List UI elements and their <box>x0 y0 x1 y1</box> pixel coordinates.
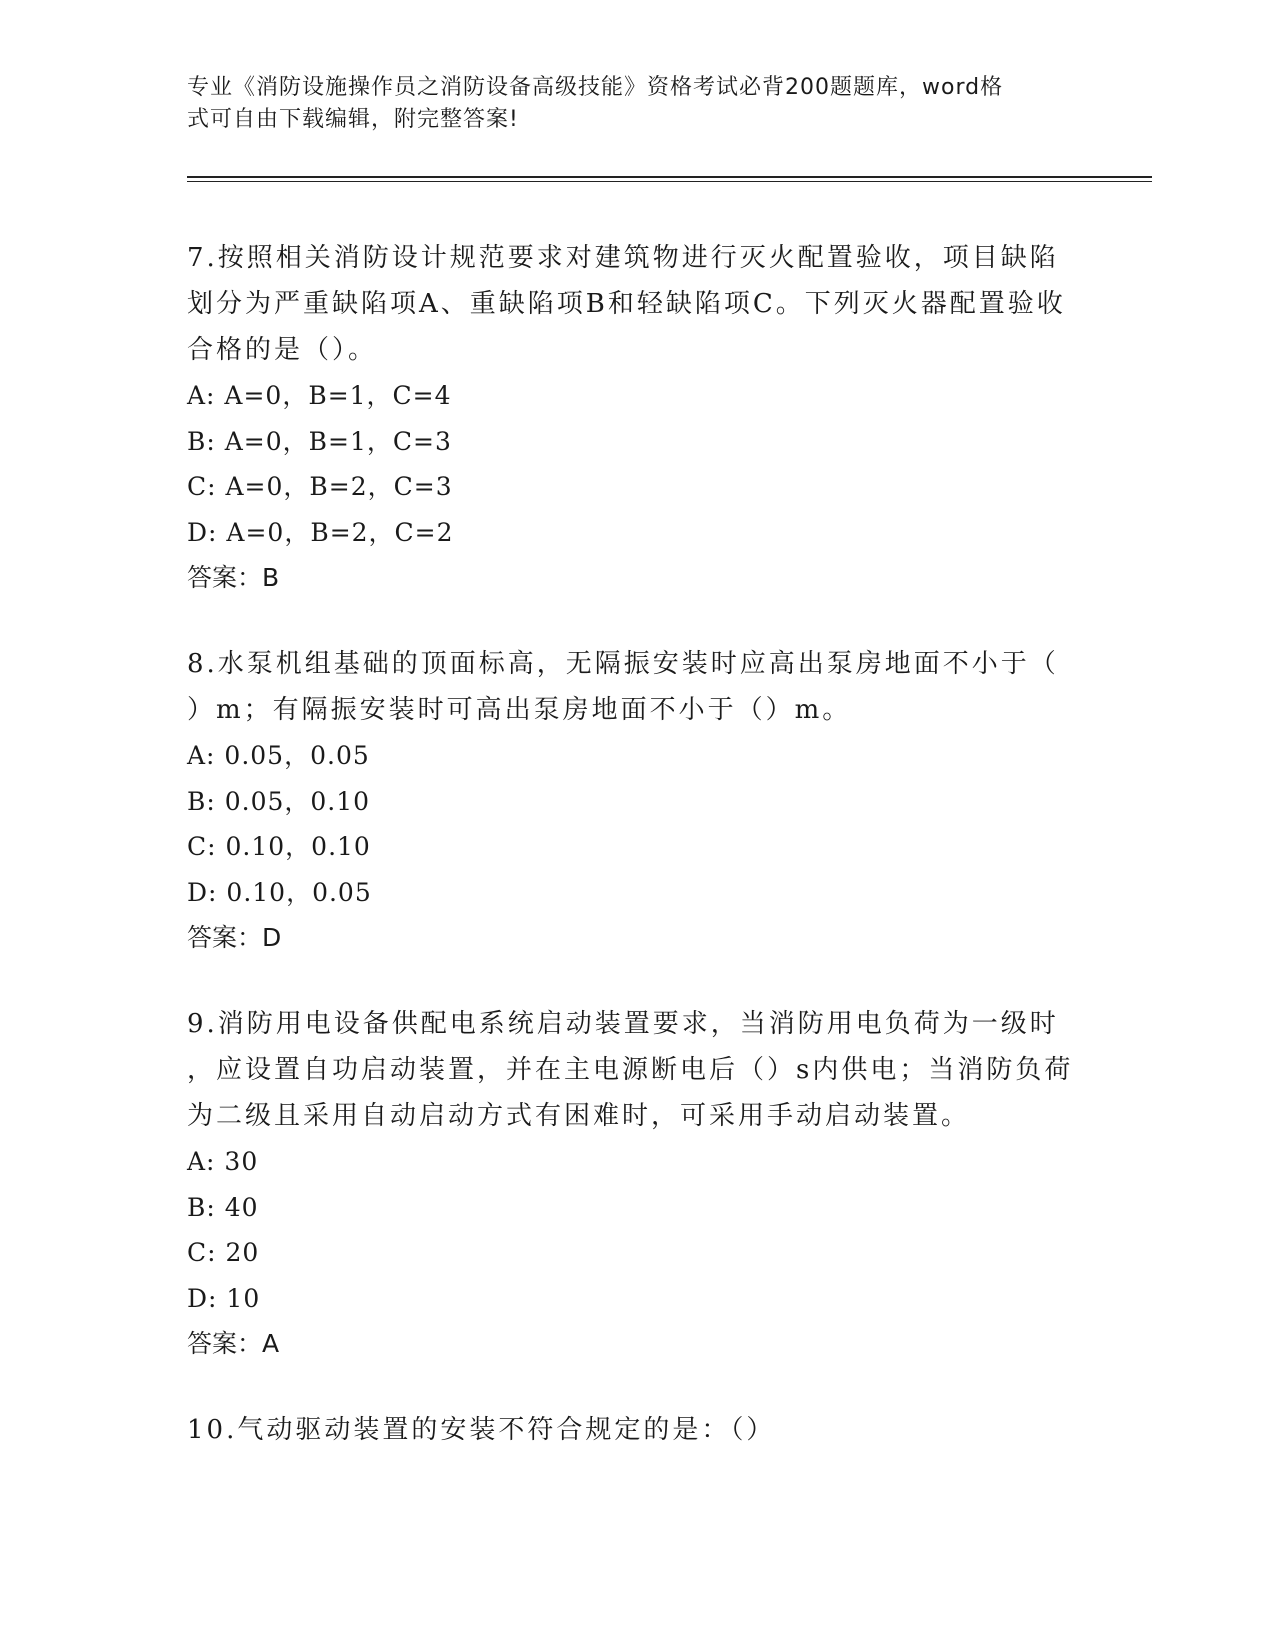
question-9-line-2: ，应设置自功启动装置，并在主电源断电后（）s内供电；当消防负荷 <box>187 1055 1074 1085</box>
header-line-1: 专业《消防设施操作员之消防设备高级技能》资格考试必背200题题库，word格 <box>187 75 1004 100</box>
question-8-option-c: C: 0.10，0.10 <box>187 832 371 861</box>
question-9-option-b: B: 40 <box>187 1192 259 1222</box>
question-9-option-a: A: 30 <box>187 1147 259 1176</box>
question-9 <box>187 1001 1087 1367</box>
question-8-option-a: A: 0.05，0.05 <box>187 741 370 770</box>
question-8 <box>187 641 1087 961</box>
question-7-option-c: C: A=0，B=2，C=3 <box>187 472 453 501</box>
document-header <box>187 72 1087 136</box>
question-9-line-3: 为二级且采用自动启动方式有困难时，可采用手动启动装置。 <box>187 1101 971 1131</box>
header-rule-thick <box>187 176 1152 178</box>
question-9-answer: 答案：A <box>187 1329 280 1358</box>
question-7-line-1: 7.按照相关消防设计规范要求对建筑物进行灭火配置验收，项目缺陷 <box>187 243 1059 273</box>
question-list <box>187 235 1087 1493</box>
question-10 <box>187 1407 1087 1453</box>
question-7-option-b: B: A=0，B=1，C=3 <box>187 426 452 456</box>
question-9-option-c: C: 20 <box>187 1238 260 1267</box>
question-9-option-d: D: 10 <box>187 1283 261 1313</box>
question-7-line-3: 合格的是（）。 <box>187 335 378 365</box>
question-7 <box>187 235 1087 601</box>
question-8-answer: 答案：D <box>187 923 282 952</box>
question-10-line-1: 10.气动驱动装置的安装不符合规定的是：（） <box>187 1415 776 1445</box>
question-8-line-1: 8.水泵机组基础的顶面标高，无隔振安装时应高出泵房地面不小于（ <box>187 649 1059 679</box>
question-7-answer: 答案：B <box>187 563 280 592</box>
header-rule-thin <box>187 181 1152 182</box>
question-7-option-a: A: A=0，B=1，C=4 <box>187 381 452 410</box>
question-7-option-d: D: A=0，B=2，C=2 <box>187 517 454 547</box>
question-8-option-d: D: 0.10，0.05 <box>187 877 372 907</box>
question-7-line-2: 划分为严重缺陷项A、重缺陷项B和轻缺陷项C。下列灭火器配置验收 <box>187 289 1066 319</box>
question-9-line-1: 9.消防用电设备供配电系统启动装置要求，当消防用电负荷为一级时 <box>187 1009 1059 1039</box>
question-8-option-b: B: 0.05，0.10 <box>187 786 371 816</box>
question-8-line-2: ）m；有隔振安装时可高出泵房地面不小于（）m。 <box>187 695 852 725</box>
header-line-2: 式可自由下载编辑，附完整答案! <box>187 107 519 132</box>
